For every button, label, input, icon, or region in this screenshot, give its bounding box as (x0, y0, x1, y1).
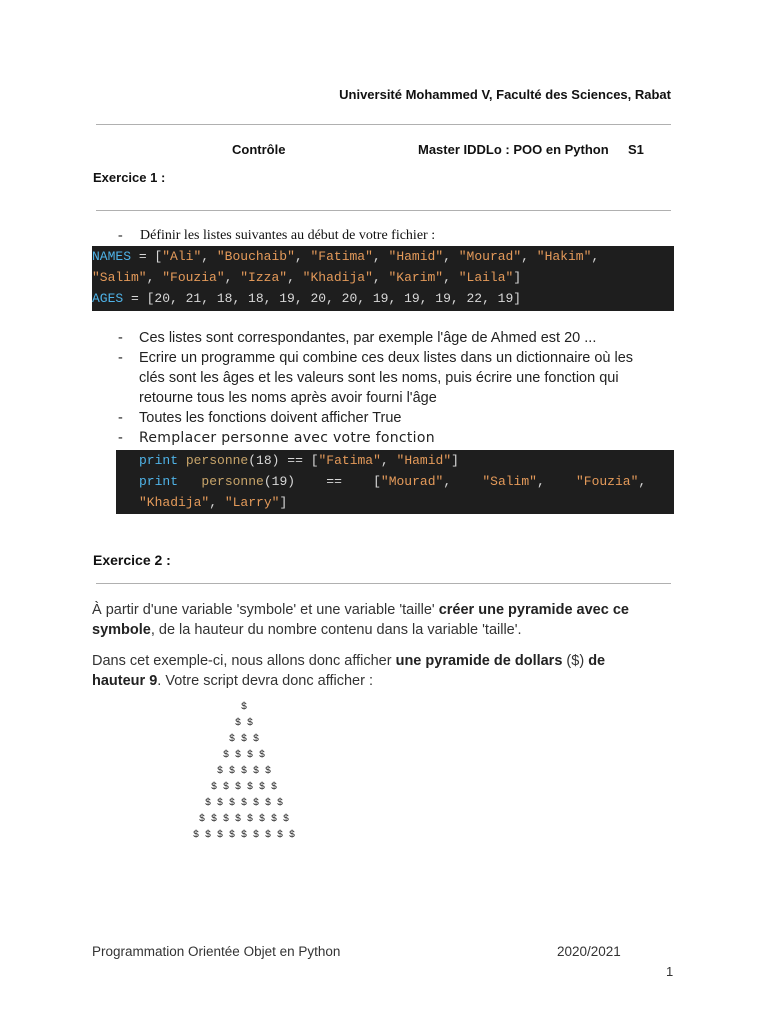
bullet-text: Ecrire un programme qui combine ces deux listes dans un dictionnaire où les (139, 350, 634, 366)
pyramid-row: $ $ $ $ $ $ $ $ (198, 814, 289, 825)
code-string: "Laila" (458, 270, 514, 285)
text-segment: À partir d'une variable 'symbole' et une variable 'taille' (92, 602, 439, 618)
code-arg: (19) (263, 474, 296, 489)
exercise1-title: Exercice 1 : (93, 170, 166, 185)
text-bold-segment: créer une pyramide avec ce (438, 602, 629, 618)
code-keyword: print (139, 453, 179, 468)
code-line: NAMES = ["Ali", "Bouchaib", "Fatima", "Hamid", "Mourad", "Hakim", (92, 249, 600, 264)
code-string: "Fouzia" (162, 270, 225, 285)
footer-year: 2020/2021 (557, 944, 621, 959)
pyramid-row: $ (240, 702, 247, 713)
code-string: "Fouzia" (575, 474, 639, 489)
code-string: "Mourad" (380, 474, 444, 489)
bullet-dash: - (118, 350, 123, 366)
code-string: "Bouchaib" (216, 249, 295, 264)
pyramid-row: $ $ $ (228, 734, 259, 745)
bullet-dash: - (118, 430, 123, 446)
pyramid-row: $ $ (234, 718, 253, 729)
code-string: "Salim" (92, 270, 147, 285)
code-string: "Ali" (162, 249, 202, 264)
course-label: Master IDDLo : POO en Python (418, 142, 609, 157)
exercise1-intro: Définir les listes suivantes au début de votre fichier : (140, 228, 436, 243)
code-string: "Larry" (224, 495, 280, 510)
text-segment: Dans cet exemple-ci, nous allons donc afficher (92, 653, 396, 669)
semester-label: S1 (628, 142, 644, 157)
code-operator: == (326, 474, 342, 489)
bullet-text: Toutes les fonctions doivent afficher True (139, 410, 402, 426)
code-list: [20, 21, 18, 18, 19, 20, 20, 19, 19, 19, 22, 19] (146, 291, 522, 306)
code-variable: NAMES (92, 249, 132, 264)
bullet-text: retourne tous les noms après avoir fourni l'âge (139, 390, 437, 406)
exercise2-paragraph-1-cont (92, 622, 522, 638)
divider (96, 210, 671, 211)
code-string: "Khadija" (139, 495, 210, 510)
controle-label: Contrôle (232, 142, 286, 157)
code-line: "Salim", "Fouzia", "Izza", "Khadija", "Karim", "Laila"] (92, 270, 522, 285)
pyramid-row: $ $ $ $ $ $ $ $ $ (192, 830, 296, 841)
exercise2-paragraph-1 (92, 602, 629, 618)
code-block-lists (92, 246, 674, 311)
code-string: "Fatima" (310, 249, 373, 264)
bullet-text: clés sont les âges et les valeurs sont les noms, puis écrire une fonction qui (139, 370, 619, 386)
code-keyword: print (139, 474, 179, 489)
code-line: print personne(18) == ["Fatima", "Hamid"] (139, 453, 459, 468)
bullet-text: Ces listes sont correspondantes, par exemple l'âge de Ahmed est 20 ... (139, 330, 597, 346)
text-segment: , de la hauteur du nombre contenu dans la variable 'taille'. (150, 622, 522, 638)
code-line: print personne(19) == ["Mourad", "Salim", "Fouzia", (139, 474, 647, 489)
divider (96, 124, 671, 125)
code-string: "Izza" (240, 270, 288, 285)
bullet-dash: - (118, 228, 123, 243)
code-variable: AGES (92, 291, 124, 306)
code-string: "Hakim" (536, 249, 592, 264)
bullet-dash: - (118, 410, 123, 426)
page-number: 1 (666, 964, 674, 979)
code-line: AGES = [20, 21, 18, 18, 19, 20, 20, 19, 19, 19, 22, 19] (92, 291, 522, 306)
bullet-dash: - (118, 330, 123, 346)
code-string: "Hamid" (388, 249, 444, 264)
exercise2-paragraph-2-cont (92, 673, 373, 689)
text-segment: ($) (562, 653, 589, 669)
code-string: "Karim" (388, 270, 444, 285)
pyramid-row: $ $ $ $ $ $ $ (204, 798, 283, 809)
code-arg: (18) (248, 453, 280, 468)
code-string: "Mourad" (458, 249, 522, 264)
pyramid-row: $ $ $ $ $ (216, 766, 271, 777)
code-function: personne (201, 474, 264, 489)
divider (96, 583, 671, 584)
pyramid-row: $ $ $ $ $ $ (210, 782, 277, 793)
code-string: "Salim" (482, 474, 537, 489)
code-string: "Khadija" (302, 270, 373, 285)
footer-course: Programmation Orientée Objet en Python (92, 944, 341, 959)
code-line: "Khadija", "Larry"] (139, 495, 288, 510)
exercise2-paragraph-2 (92, 653, 605, 669)
code-function: personne (185, 453, 249, 468)
code-block-tests (116, 450, 674, 514)
code-operator: == (287, 453, 303, 468)
code-string: "Hamid" (396, 453, 452, 468)
exercise2-title: Exercice 2 : (93, 552, 171, 568)
text-bold-segment: de (588, 653, 606, 669)
text-bold-segment: hauteur 9 (92, 673, 158, 689)
text-bold-segment: une pyramide de dollars (395, 653, 563, 669)
code-string: "Fatima" (318, 453, 381, 468)
text-segment: . Votre script devra donc afficher : (157, 673, 373, 689)
pyramid-row: $ $ $ $ (222, 750, 265, 761)
university-header: Université Mohammed V, Faculté des Sciences, Rabat (339, 87, 671, 102)
bullet-text: Remplacer personne avec votre fonction (139, 430, 435, 446)
text-bold-segment: symbole (92, 622, 151, 638)
